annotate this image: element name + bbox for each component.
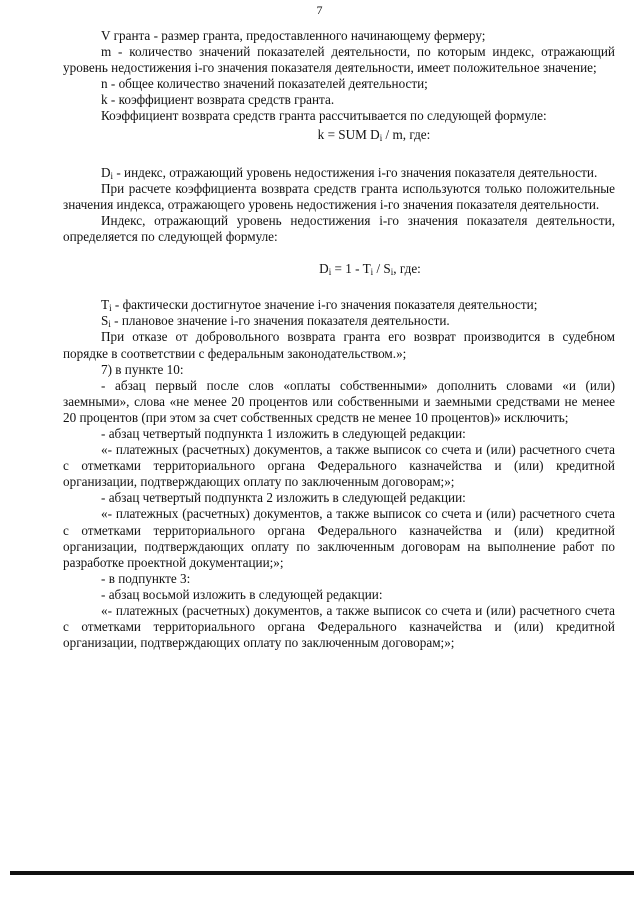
positive-only-note: При расчете коэффициента возврата средств гранта используются только положительные значения индекса, отражающего уровень недостижения i-го значения показателя деятельности. — [63, 180, 615, 212]
m-definition: m - количество значений показателей деятельности, по которым индекс, отражающий уровень недостижения i-го значения показателя деятельности, имеет положительное значение; — [63, 44, 615, 76]
si-definition: $S_i$ - плановое значение i-го значения показателя деятельности. — [101, 313, 450, 330]
di-sub: i — [110, 170, 114, 181]
ti-sub: i — [109, 303, 112, 314]
formula-d: $D_i = 1 - T_i / S_i$, где: — [319, 261, 421, 278]
coefficient-intro: Коэффициент возврата средств гранта рассчитывается по следующей формуле: — [101, 108, 547, 124]
ti-text: - фактически достигнутое значение i-го значения показателя деятельности; — [111, 297, 538, 313]
di-definition: $D_i$ - индекс, отражающий уровень недостижения i-го значения показателя деятельности. — [101, 164, 598, 181]
bottom-rule — [10, 871, 634, 875]
formula-d-sub1: i — [328, 267, 332, 278]
formula-k-pre: k = SUM D — [317, 126, 380, 142]
di-text: - индекс, отражающий уровень недостижения i-го значения показателя деятельности. — [113, 164, 598, 180]
formula-d-mid: = 1 - T — [331, 261, 371, 277]
document-body — [63, 28, 615, 651]
paragraph-fourth-sub1: - абзац четвертый подпункта 1 изложить в следующей редакции: — [101, 425, 466, 441]
formula-d-sub3: i — [390, 267, 394, 278]
k-definition: k - коэффициент возврата средств гранта. — [101, 92, 335, 108]
formula-k-sub: i — [379, 132, 383, 143]
v-grant-definition: V гранта - размер гранта, предоставленного начинающему фермеру; — [101, 28, 486, 43]
quote-payment-docs-2: «- платежных (расчетных) документов, а также выписок со счета и (или) расчетного счета с отметками территориального органа Федерального казначейства и (или) кредитной организации, подтверждающих оплату по заключенным договорам на выполнение работ по разработке проектной документации;»; — [63, 506, 615, 570]
formula-k — [63, 127, 615, 143]
n-definition: n - общее количество значений показателей деятельности; — [101, 76, 428, 92]
paragraph-fourth-sub2: - абзац четвертый подпункта 2 изложить в следующей редакции: — [101, 490, 466, 506]
si-text: - плановое значение i-го значения показателя деятельности. — [110, 313, 450, 329]
formula-d-post: , где: — [393, 261, 421, 277]
index-intro: Индекс, отражающий уровень недостижения i-го значения показателя деятельности, определяется по следующей формуле: — [63, 212, 615, 245]
ti-definition: $T_i$ - фактически достигнутое значение i-го значения показателя деятельности; — [101, 297, 538, 314]
page-number: 7 — [316, 3, 323, 17]
quote-payment-docs-3: «- платежных (расчетных) документов, а также выписок со счета и (или) расчетного счета с отметками территориального органа Федерального казначейства и (или) кредитной организации, подтверждающих оплату по заключенным договорам;»; — [63, 603, 615, 651]
formula-d-slash: / S — [373, 261, 391, 277]
paragraph-eighth: - абзац восьмой изложить в следующей редакции: — [101, 586, 383, 602]
formula-k-post: / m, где: — [382, 126, 431, 142]
paragraph-first-amendment: - абзац первый после слов «оплаты собственными» дополнить словами «и (или) заемными», слова «не менее 20 процентов или собственными и заемными средствами не менее 20 процентов (при этом за счет собственных средств не менее 10 процентов)» исключить; — [63, 377, 615, 425]
item-7-heading: 7) в пункте 10: — [101, 361, 184, 377]
subparagraph-3-heading: - в подпункте 3: — [101, 570, 191, 586]
formula-d-sub2: i — [370, 267, 374, 278]
si-sub: i — [108, 319, 111, 330]
quote-payment-docs-1: «- платежных (расчетных) документов, а также выписок со счета и (или) расчетного счета с отметками территориального органа Федерального казначейства и (или) кредитной организации, подтверждающих оплату по заключенным договорам;»; — [63, 442, 615, 490]
refusal-clause: При отказе от добровольного возврата гранта его возврат производится в судебном порядке в соответствии с федеральным законодательством.»; — [63, 329, 615, 361]
